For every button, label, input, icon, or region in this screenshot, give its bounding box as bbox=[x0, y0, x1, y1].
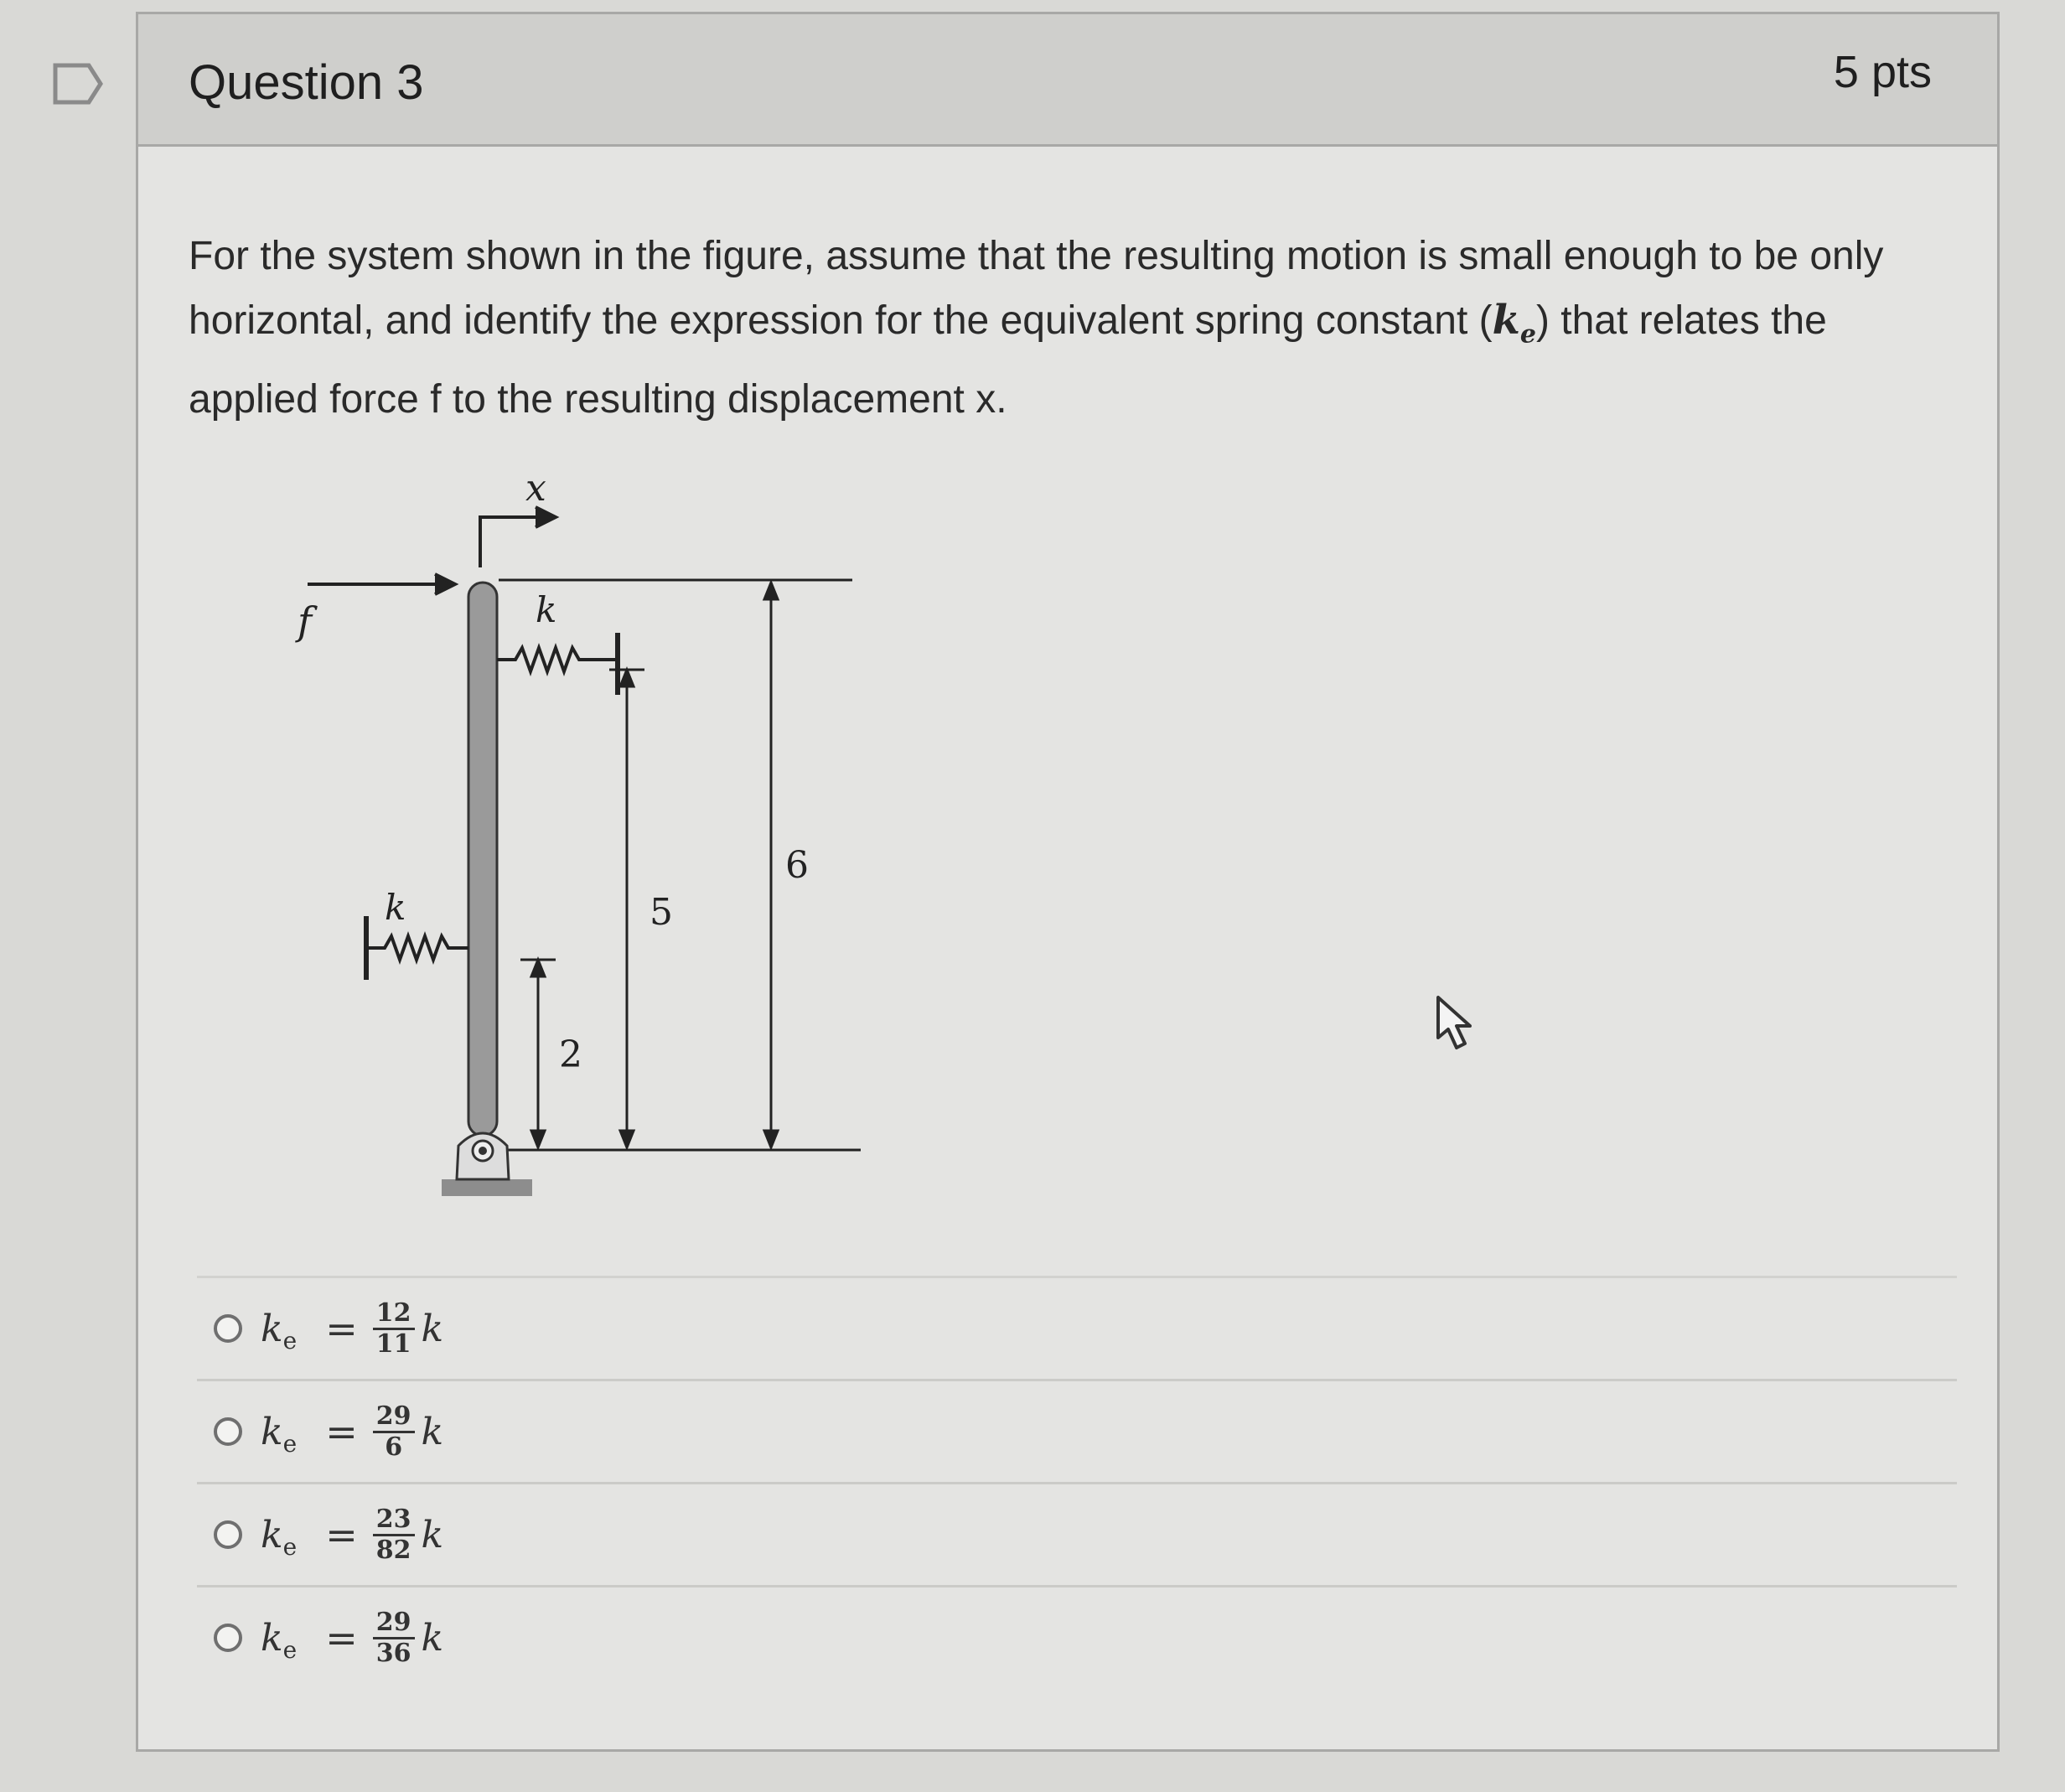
answer-expression: k e = $\frac{12}{11}$ k bbox=[261, 1297, 444, 1359]
left-spring bbox=[366, 916, 468, 980]
system-figure bbox=[199, 450, 1037, 1230]
f-label: f bbox=[298, 598, 313, 644]
top-spring bbox=[497, 633, 618, 695]
fraction: $\frac{12}{11}$ bbox=[373, 1299, 415, 1359]
top-spring-k-label: k bbox=[536, 589, 557, 630]
answer-option-4[interactable] bbox=[197, 1585, 1957, 1688]
question-title: Question 3 bbox=[189, 55, 424, 110]
ke-symbol: $k_e$ bbox=[1492, 297, 1536, 350]
mouse-cursor-icon bbox=[1433, 994, 1480, 1054]
pivot-support bbox=[442, 1133, 532, 1196]
x-label: x bbox=[525, 467, 546, 510]
lever-bar bbox=[468, 583, 497, 1136]
answer-option-1[interactable] bbox=[197, 1276, 1957, 1379]
dimension-5-label: 5 bbox=[650, 891, 673, 934]
dimension-6 bbox=[764, 583, 778, 1147]
bookmark-icon[interactable] bbox=[52, 60, 104, 107]
question-text-start: For the system shown in the figure, assume that the resulting motion is small enough to be only horizontal, and identify the expression for the equivalent spring constant ( bbox=[189, 234, 1884, 343]
force-arrowhead bbox=[435, 574, 455, 594]
radio-button[interactable] bbox=[214, 1624, 242, 1652]
question-card bbox=[136, 12, 2000, 1752]
answer-list bbox=[197, 1276, 1957, 1688]
answer-expression: k e = $\frac{23}{82}$ k bbox=[261, 1504, 444, 1565]
dimension-2-label: 2 bbox=[559, 1033, 582, 1076]
dimension-5 bbox=[609, 670, 644, 1147]
dimension-2 bbox=[520, 960, 556, 1147]
fraction: $\frac{23}{82}$ bbox=[373, 1505, 415, 1565]
answer-expression: k e = $\frac{29}{6}$ k bbox=[261, 1401, 444, 1462]
fraction: $\frac{29}{36}$ bbox=[373, 1608, 415, 1668]
left-spring-k-label: k bbox=[385, 887, 406, 928]
radio-button[interactable] bbox=[214, 1314, 242, 1343]
answer-option-3[interactable] bbox=[197, 1482, 1957, 1585]
fraction: $\frac{29}{6}$ bbox=[373, 1402, 415, 1462]
displacement-arrowhead bbox=[536, 507, 556, 527]
answer-expression: k e = $\frac{29}{36}$ k bbox=[261, 1607, 444, 1668]
question-text bbox=[189, 224, 1949, 432]
answer-option-2[interactable] bbox=[197, 1379, 1957, 1482]
question-text-end: ) that relates the applied force f to the resulting displacement x. bbox=[189, 298, 1827, 422]
question-points: 5 pts bbox=[1833, 47, 1932, 97]
question-header bbox=[138, 14, 1997, 147]
dimension-6-label: 6 bbox=[785, 844, 809, 887]
radio-button[interactable] bbox=[214, 1417, 242, 1446]
radio-button[interactable] bbox=[214, 1520, 242, 1549]
